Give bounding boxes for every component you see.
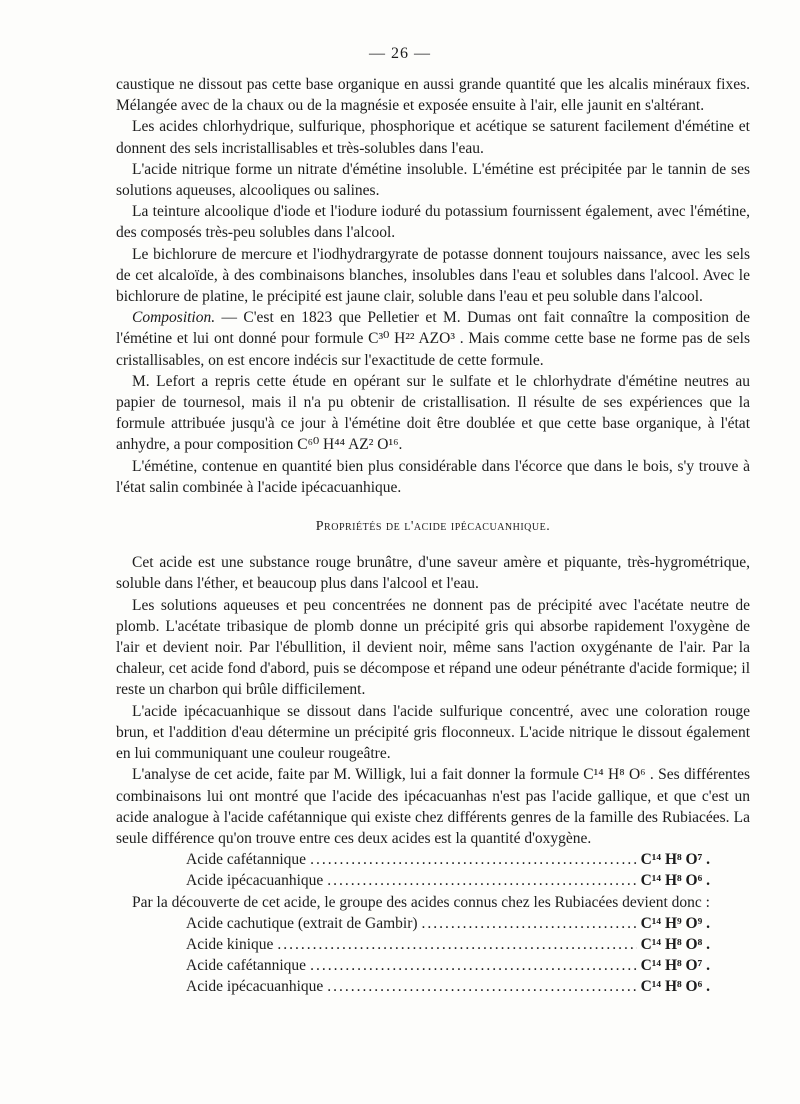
- acid-name: Acide cafétannique: [186, 851, 307, 869]
- paragraph-10: Les solutions aqueuses et peu concentrées ne donnent pas de précipité avec l'acétate neutre de plomb. L'acétate tribasique de plomb donne un précipité gris qui absorbe rapidement l'oxygène de l'air et devient noir. Par l'ébullition, il devient noir, même sans l'action oxygénante de l'air. Par la chaleur, cet acide fond d'abord, puis se décompose et répand une odeur pénétrante d'acide formique; il reste un charbon qui brûle difficilement.: [116, 596, 750, 699]
- formula-row: [186, 955, 710, 976]
- formula-row: [186, 934, 710, 955]
- acid-formula: C¹⁴ H⁸ O⁶ .: [640, 872, 710, 890]
- page-number: — 26 —: [369, 45, 431, 62]
- dot-leader: [310, 849, 637, 870]
- paragraph-7: M. Lefort a repris cette étude en opérant sur le sulfate et le chlorhydrate d'émétine neutres au papier de tournesol, mais il n'a pu obtenir de cristallisation. Il résulte de ses expériences que la formule attribuée jusqu'à ce jour à l'émétine doit être doublée et que cette base organique, à l'état anhydre, a pour composition C⁶⁰ H⁴⁴ AZ² O¹⁶.: [116, 372, 750, 454]
- paragraph-1: caustique ne dissout pas cette base organique en aussi grande quantité que les alcalis minéraux fixes. Mélangée avec de la chaux ou de la magnésie et exposée ensuite à l'air, elle jaunit en s'altérant.: [116, 76, 750, 115]
- page-body: [116, 74, 750, 998]
- paragraph-6-text: — C'est en 1823 que Pelletier et M. Dumas ont fait connaître la composition de l'émétine et lui ont donné pour formule C³⁰ H²² AZO³ . Mais comme cette base ne forme pas de sels cristallisables, on est encore indécis sur l'exactitude de cette formule.: [116, 309, 750, 369]
- acid-name: Acide cachutique (extrait de Gambir): [186, 914, 418, 932]
- paragraph-9: Cet acide est une substance rouge brunâtre, d'une saveur amère et piquante, très-hygrométrique, soluble dans l'éther, et beaucoup plus dans l'alcool et l'eau.: [116, 554, 750, 593]
- formula-row: [186, 976, 710, 997]
- dot-leader: [327, 870, 636, 891]
- acid-formula: C¹⁴ H⁸ O⁶ .: [640, 978, 710, 996]
- acid-formula: C¹⁴ H⁸ O⁷ .: [640, 957, 710, 975]
- paragraph-4: La teinture alcoolique d'iode et l'iodure ioduré du potassium fournissent également, avec l'émétine, des composés très-peu solubles dans l'alcool.: [116, 203, 750, 242]
- section-title: Propriétés de l'acide ipécacuanhique.: [315, 519, 551, 535]
- paragraph-2: Les acides chlorhydrique, sulfurique, phosphorique et acétique se saturent facilement d'émétine et donnent des sels incristallisables et très-solubles dans l'eau.: [116, 118, 750, 157]
- paragraph-13: Par la découverte de cet acide, le groupe des acides connus chez les Rubiacées devient donc :: [132, 893, 710, 911]
- acid-formula: C¹⁴ H⁸ O⁸ .: [640, 935, 710, 953]
- formula-row: [186, 849, 710, 870]
- paragraph-8: L'émétine, contenue en quantité bien plus considérable dans l'écorce que dans le bois, s'y trouve à l'état salin combinée à l'acide ipécacuanhique.: [116, 457, 750, 496]
- paragraph-3: L'acide nitrique forme un nitrate d'émétine insoluble. L'émétine est précipitée par le tannin de ses solutions aqueuses, alcooliques ou salines.: [116, 160, 750, 200]
- dot-leader: [422, 913, 637, 934]
- acid-name: Acide ipécacuanhique: [186, 872, 324, 890]
- dot-leader: [277, 934, 636, 955]
- formula-row: [186, 870, 710, 891]
- acid-name: Acide ipécacuanhique: [186, 978, 324, 996]
- formula-list-rubiaceae: [116, 913, 750, 998]
- acid-formula: C¹⁴ H⁸ O⁷ .: [640, 851, 710, 869]
- acid-name: Acide cafétannique: [186, 957, 307, 975]
- dot-leader: [327, 976, 636, 997]
- formula-list-comparison: [116, 849, 750, 891]
- acid-name: Acide kinique: [186, 935, 274, 953]
- paragraph-12: L'analyse de cet acide, faite par M. Willigk, lui a fait donner la formule C¹⁴ H⁸ O⁶ . Ses différentes combinaisons lui ont montré que l'acide des ipécacuanhas n'est pas l'acide gallique, et que c'est un acide analogue à l'acide cafétannique qui existe chez différents genres de la famille des Rubiacées. La seule différence qu'on trouve entre ces deux acides est la quantité d'oxygène.: [116, 766, 750, 847]
- paragraph-5: Le bichlorure de mercure et l'iodhydrargyrate de potasse donnent toujours naissance, avec les sels de cet alcaloïde, à des combinaisons blanches, insolubles dans l'eau et solubles dans l'alcool. Avec le bichlorure de platine, le précipité est jaune clair, soluble dans l'eau et peu soluble dans l'alcool.: [116, 245, 750, 306]
- composition-label: Composition.: [132, 309, 216, 327]
- dot-leader: [310, 955, 637, 976]
- paragraph-6: [116, 307, 750, 371]
- paragraph-11: L'acide ipécacuanhique se dissout dans l'acide sulfurique concentré, avec une coloration rouge brun, et l'addition d'eau détermine un précipité gris floconneux. L'acide nitrique le dissout également en lui communiquant une couleur rougeâtre.: [116, 702, 750, 763]
- acid-formula: C¹⁴ H⁹ O⁹ .: [640, 914, 710, 932]
- formula-row: [186, 913, 710, 934]
